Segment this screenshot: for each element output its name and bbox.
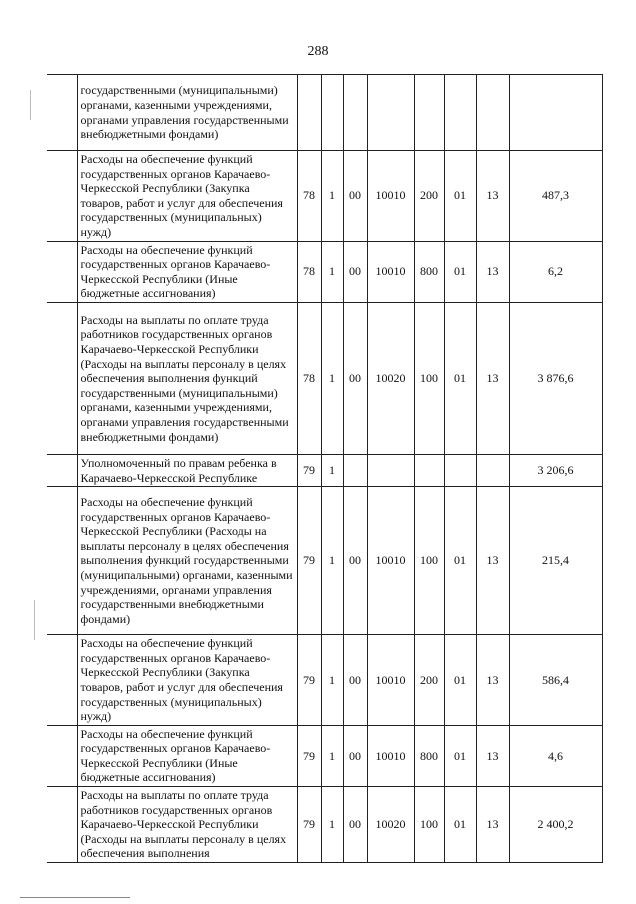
amount-cell: 487,3 — [509, 151, 602, 242]
code-cell-c5: 800 — [414, 241, 444, 302]
code-cell-c7: 13 — [476, 241, 509, 302]
table-row — [47, 454, 602, 486]
budget-table — [47, 74, 603, 863]
amount-cell: 2 400,2 — [509, 787, 602, 863]
code-cell-c7: 13 — [476, 151, 509, 242]
empty-cell — [47, 725, 77, 786]
empty-cell — [47, 487, 77, 635]
code-cell-c4: 10010 — [367, 635, 414, 726]
code-cell-c3: 00 — [343, 787, 367, 863]
table-row — [47, 241, 602, 302]
scan-margin-mark — [34, 600, 35, 640]
code-cell-c2: 1 — [321, 454, 343, 486]
amount-cell — [509, 75, 602, 151]
code-cell-c6: 01 — [444, 302, 476, 454]
code-cell-c3: 00 — [343, 302, 367, 454]
row-name-cell: Расходы на выплаты по оплате труда работников государственных органов Карачаево-Черкесской Республики (Расходы на выплаты персоналу в целях обеспечения выполнения функций государственными (муниципальными) органами, казенными учреждениями, органами управления государственными внебюджетными фондами) — [77, 302, 297, 454]
code-cell-c7: 13 — [476, 787, 509, 863]
table-row — [47, 75, 602, 151]
code-cell-c7 — [476, 454, 509, 486]
code-cell-c3: 00 — [343, 487, 367, 635]
code-cell-c4: 10010 — [367, 151, 414, 242]
code-cell-c3: 00 — [343, 635, 367, 726]
empty-cell — [47, 787, 77, 863]
row-name-cell: государственными (муниципальными) органами, казенными учреждениями, органами управления государственными внебюджетными фондами) — [77, 75, 297, 151]
page-number: 288 — [307, 44, 329, 59]
code-cell-c7: 13 — [476, 635, 509, 726]
code-cell-c5: 100 — [414, 487, 444, 635]
code-cell-c5: 100 — [414, 302, 444, 454]
code-cell-c1: 78 — [297, 151, 321, 242]
code-cell-c4: 10010 — [367, 487, 414, 635]
code-cell-c4: 10010 — [367, 725, 414, 786]
empty-cell — [47, 151, 77, 242]
code-cell-c2: 1 — [321, 151, 343, 242]
empty-cell — [47, 302, 77, 454]
code-cell-c3: 00 — [343, 241, 367, 302]
row-name-cell: Расходы на обеспечение функций государственных органов Карачаево-Черкесской Республики (Закупка товаров, работ и услуг для обеспечения государственных (муниципальных) нужд) — [77, 151, 297, 242]
code-cell-c5 — [414, 75, 444, 151]
table-row — [47, 725, 602, 786]
code-cell-c1: 79 — [297, 454, 321, 486]
code-cell-c1: 79 — [297, 487, 321, 635]
code-cell-c1: 78 — [297, 302, 321, 454]
code-cell-c2: 1 — [321, 302, 343, 454]
table-row — [47, 787, 602, 863]
empty-cell — [47, 75, 77, 151]
empty-cell — [47, 454, 77, 486]
code-cell-c1: 79 — [297, 635, 321, 726]
amount-cell: 4,6 — [509, 725, 602, 786]
amount-cell: 6,2 — [509, 241, 602, 302]
empty-cell — [47, 635, 77, 726]
row-name-cell: Расходы на обеспечение функций государственных органов Карачаево-Черкесской Республики (Расходы на выплаты персоналу в целях обеспечения выполнения функций государственными (муниципальными) органами, казенными учреждениями, органами управления государственными внебюджетными фондами) — [77, 487, 297, 635]
code-cell-c6: 01 — [444, 635, 476, 726]
code-cell-c4: 10020 — [367, 787, 414, 863]
code-cell-c6: 01 — [444, 787, 476, 863]
code-cell-c5: 800 — [414, 725, 444, 786]
code-cell-c2: 1 — [321, 487, 343, 635]
code-cell-c7: 13 — [476, 487, 509, 635]
row-name-cell: Расходы на обеспечение функций государственных органов Карачаево-Черкесской Республики (Закупка товаров, работ и услуг для обеспечения государственных (муниципальных) нужд) — [77, 635, 297, 726]
table-body — [47, 75, 602, 863]
code-cell-c1: 78 — [297, 241, 321, 302]
code-cell-c1: 79 — [297, 725, 321, 786]
table-row — [47, 302, 602, 454]
code-cell-c6: 01 — [444, 151, 476, 242]
code-cell-c3 — [343, 75, 367, 151]
amount-cell: 586,4 — [509, 635, 602, 726]
table-row — [47, 635, 602, 726]
code-cell-c7 — [476, 75, 509, 151]
code-cell-c5: 100 — [414, 787, 444, 863]
code-cell-c6: 01 — [444, 241, 476, 302]
code-cell-c3: 00 — [343, 725, 367, 786]
code-cell-c5 — [414, 454, 444, 486]
code-cell-c1 — [297, 75, 321, 151]
code-cell-c1: 79 — [297, 787, 321, 863]
row-name-cell: Расходы на обеспечение функций государственных органов Карачаево-Черкесской Республики (Иные бюджетные ассигнования) — [77, 725, 297, 786]
code-cell-c3: 00 — [343, 151, 367, 242]
amount-cell: 215,4 — [509, 487, 602, 635]
code-cell-c2: 1 — [321, 241, 343, 302]
row-name-cell: Расходы на обеспечение функций государственных органов Карачаево-Черкесской Республики (Иные бюджетные ассигнования) — [77, 241, 297, 302]
code-cell-c6: 01 — [444, 725, 476, 786]
code-cell-c5: 200 — [414, 151, 444, 242]
code-cell-c2: 1 — [321, 635, 343, 726]
code-cell-c6: 01 — [444, 487, 476, 635]
code-cell-c3 — [343, 454, 367, 486]
code-cell-c2: 1 — [321, 787, 343, 863]
scan-margin-mark — [30, 90, 31, 120]
table-row — [47, 151, 602, 242]
code-cell-c7: 13 — [476, 725, 509, 786]
code-cell-c2 — [321, 75, 343, 151]
code-cell-c4: 10010 — [367, 241, 414, 302]
code-cell-c6 — [444, 454, 476, 486]
code-cell-c4 — [367, 454, 414, 486]
code-cell-c4 — [367, 75, 414, 151]
amount-cell: 3 206,6 — [509, 454, 602, 486]
amount-cell: 3 876,6 — [509, 302, 602, 454]
code-cell-c2: 1 — [321, 725, 343, 786]
empty-cell — [47, 241, 77, 302]
code-cell-c5: 200 — [414, 635, 444, 726]
row-name-cell: Уполномоченный по правам ребенка в Карачаево-Черкесской Республике — [77, 454, 297, 486]
code-cell-c7: 13 — [476, 302, 509, 454]
footer-rule — [20, 897, 130, 898]
row-name-cell: Расходы на выплаты по оплате труда работников государственных органов Карачаево-Черкесской Республики (Расходы на выплаты персоналу в целях обеспечения выполнения — [77, 787, 297, 863]
table-row — [47, 487, 602, 635]
code-cell-c4: 10020 — [367, 302, 414, 454]
code-cell-c6 — [444, 75, 476, 151]
